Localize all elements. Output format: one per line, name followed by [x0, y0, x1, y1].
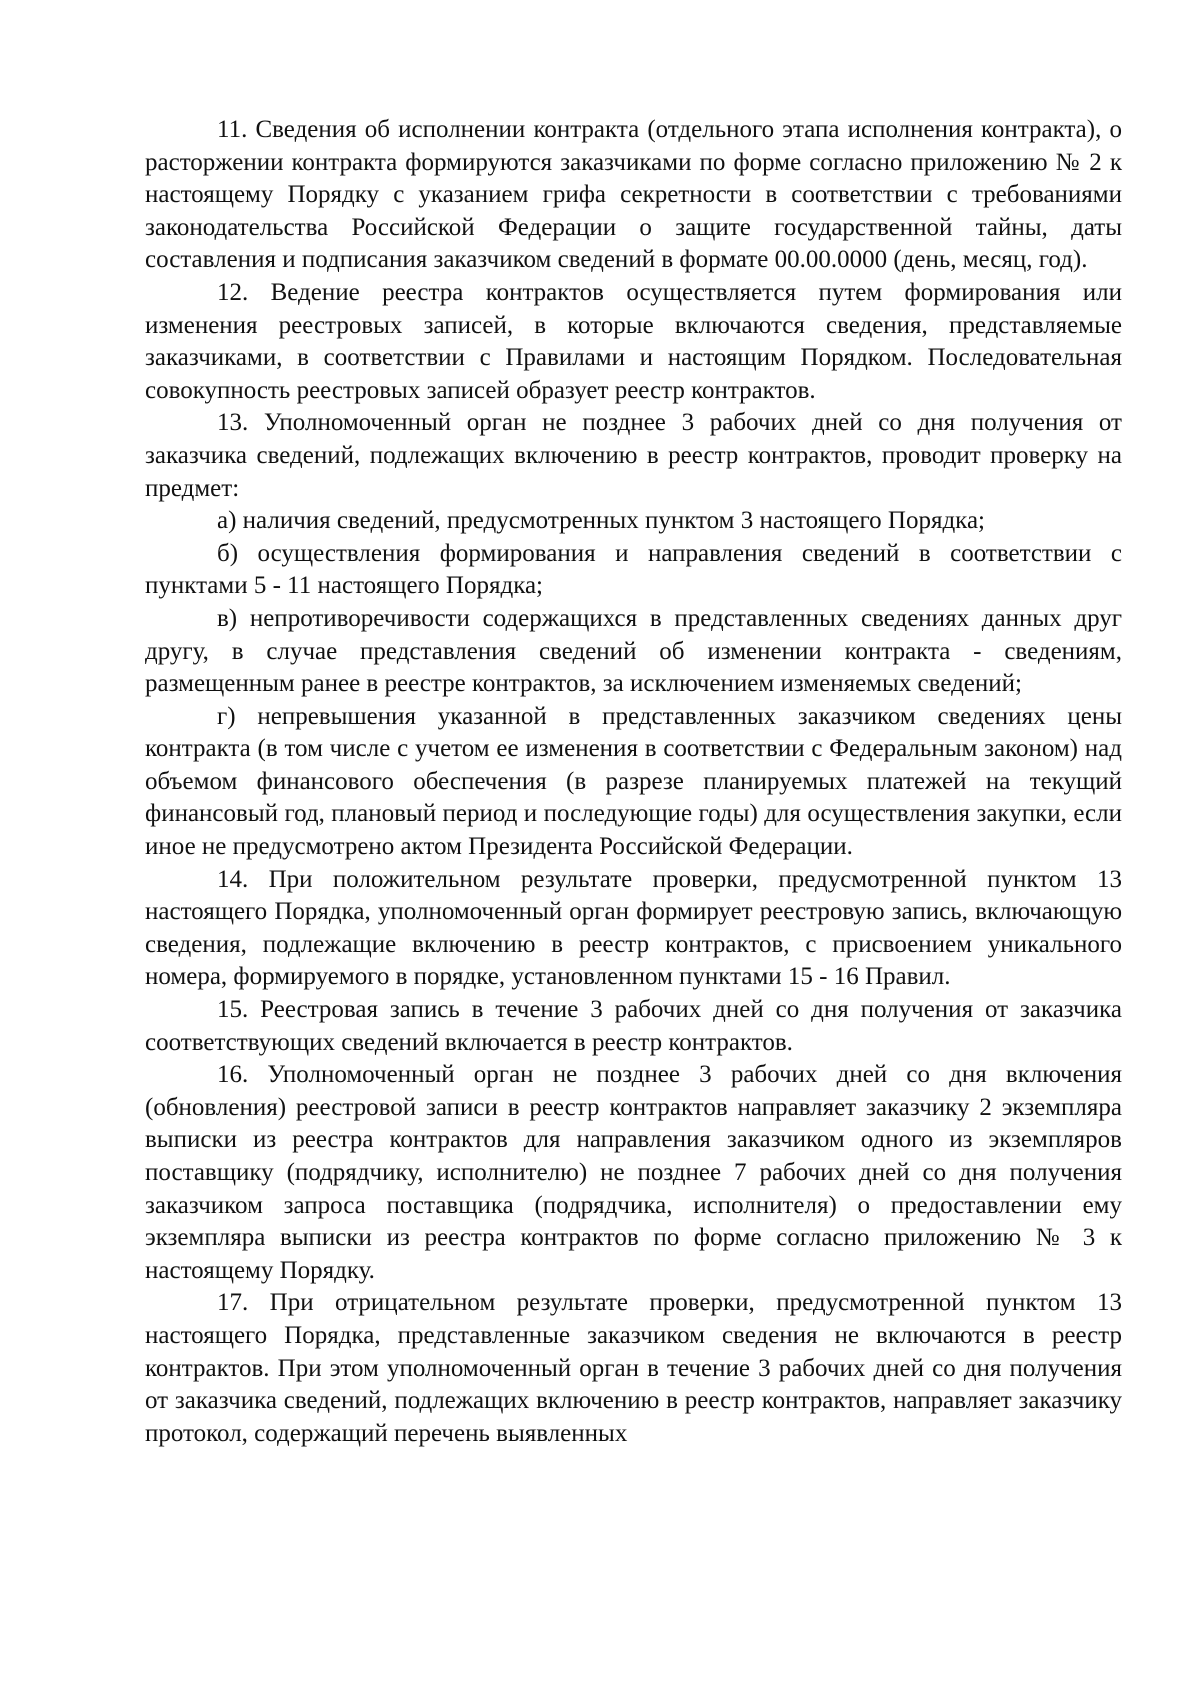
paragraph-13-b: б) осуществления формирования и направления сведений в соответствии с пунктами 5 - 11 настоящего Порядка; [145, 539, 1122, 600]
paragraph-16: 16. Уполномоченный орган не позднее 3 рабочих дней со дня включения (обновления) реестровой записи в реестр контрактов направляет заказчику 2 экземпляра выписки из реестра контрактов для направления заказчиком одного из экземпляров поставщику (подрядчику, исполнителю) не позднее 7 рабочих дней со дня получения заказчиком запроса поставщика (подрядчика, исполнителя) о предоставлении ему экземпляра выписки из реестра контрактов по форме согласно приложению № 3 к настоящему Порядку. [145, 1061, 1122, 1284]
paragraph-13: 13. Уполномоченный орган не позднее 3 рабочих дней со дня получения от заказчика сведений, подлежащих включению в реестр контрактов, проводит проверку на предмет: [145, 409, 1122, 502]
paragraph-12: 12. Ведение реестра контрактов осуществляется путем формирования или изменения реестровых записей, в которые включаются сведения, представляемые заказчиками, в соответствии с Правилами и настоящим Порядком. Последовательная совокупность реестровых записей образует реестр контрактов. [145, 278, 1122, 404]
paragraph-13-g: г) непревышения указанной в представленных заказчиком сведениях цены контракта (в том числе с учетом ее изменения в соответствии с Федеральным законом) над объемом финансового обеспечения (в разрезе планируемых платежей на текущий финансовый год, плановый период и последующие годы) для осуществления закупки, если иное не предусмотрено актом Президента Российской Федерации. [145, 702, 1122, 861]
paragraph-15: 15. Реестровая запись в течение 3 рабочих дней со дня получения от заказчика соответствующих сведений включается в реестр контрактов. [145, 996, 1122, 1056]
paragraph-14: 14. При положительном результате проверки, предусмотренной пунктом 13 настоящего Порядка, уполномоченный орган формирует реестровую запись, включающую сведения, подлежащие включению в реестр контрактов, с присвоением уникального номера, формируемого в порядке, установленном пунктами 15 - 16 Правил. [145, 865, 1122, 991]
paragraph-11: 11. Сведения об исполнении контракта (отдельного этапа исполнения контракта), о расторжении контракта формируются заказчиками по форме согласно приложению № 2 к настоящему Порядку с указанием грифа секретности в соответствии с требованиями законодательства Российской Федерации о защите государственной тайны, даты составления и подписания заказчиком сведений в формате 00.00.0000 (день, месяц, год). [145, 116, 1122, 274]
document-body [145, 114, 1122, 1450]
paragraph-13-a: а) наличия сведений, предусмотренных пунктом 3 настоящего Порядка; [217, 507, 985, 535]
paragraph-17: 17. При отрицательном результате проверки, предусмотренной пунктом 13 настоящего Порядка, представленные заказчиком сведения не включаются в реестр контрактов. При этом уполномоченный орган в течение 3 рабочих дней со дня получения от заказчика сведений, подлежащих включению в реестр контрактов, направляет заказчику протокол, содержащий перечень выявленных [145, 1289, 1122, 1447]
paragraph-13-v: в) непротиворечивости содержащихся в представленных сведениях данных друг другу, в случае представления сведений об изменении контракта - сведениям, размещенным ранее в реестре контрактов, за исключением изменяемых сведений; [145, 604, 1122, 698]
